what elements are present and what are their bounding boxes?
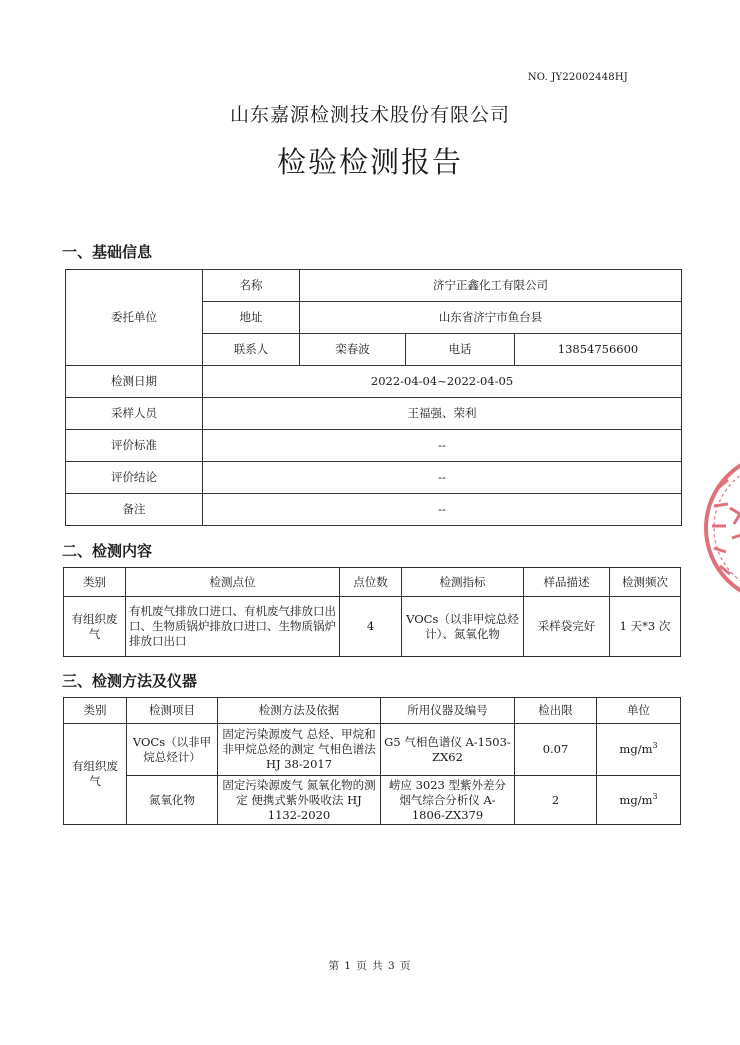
cell-unit: [597, 724, 681, 776]
cell-points: 有机废气排放口进口、有机废气排放口出口、生物质锅炉排放口进口、生物质锅炉排放口出口: [126, 597, 340, 657]
basic-info-table: [65, 269, 682, 526]
company-name: 山东嘉源检测技术股份有限公司: [229, 104, 510, 126]
report-number: NO. JY22002448HJ: [527, 72, 628, 83]
date-label: 检测日期: [66, 366, 203, 398]
sampler-value: 王福强、荣利: [203, 398, 682, 430]
address-label: 地址: [203, 302, 300, 334]
cell-item: 氮氧化物: [127, 776, 218, 825]
header-item: 检测项目: [127, 698, 218, 724]
cell-instrument: 崂应 3023 型紫外差分烟气综合分析仪 A-1806-ZX379: [381, 776, 515, 825]
sampler-label: 采样人员: [66, 398, 203, 430]
conclusion-value: --: [203, 462, 682, 494]
client-label: 委托单位: [66, 270, 203, 366]
cell-instrument: G5 气相色谱仪 A-1503-ZX62: [381, 724, 515, 776]
contact-value: 栾春波: [300, 334, 406, 366]
table-row: [64, 724, 681, 776]
header-instrument: 所用仪器及编号: [381, 698, 515, 724]
cell-category: 有组织废气: [64, 597, 126, 657]
conclusion-label: 评价结论: [66, 462, 203, 494]
standard-label: 评价标准: [66, 430, 203, 462]
table-header-row: [64, 568, 681, 597]
table-row: [64, 776, 681, 825]
header-limit: 检出限: [515, 698, 597, 724]
official-seal-icon: [700, 448, 740, 608]
remark-value: --: [203, 494, 682, 526]
unit-base: mg/m: [619, 792, 653, 807]
cell-frequency: 1 天*3 次: [610, 597, 681, 657]
name-label: 名称: [203, 270, 300, 302]
table-row: [66, 462, 682, 494]
unit-base: mg/m: [619, 742, 653, 756]
date-value: 2022-04-04~2022-04-05: [203, 366, 682, 398]
method-table: [63, 697, 681, 825]
table-row: [66, 366, 682, 398]
header-count: 点位数: [340, 568, 402, 597]
phone-value: 13854756600: [515, 334, 682, 366]
cell-method: 固定污染源废气 氮氧化物的测定 便携式紫外吸收法 HJ 1132-2020: [218, 776, 381, 825]
table-row: [64, 597, 681, 657]
cell-limit: 0.07: [515, 724, 597, 776]
report-title: 检验检测报告: [276, 145, 463, 179]
section1-heading: 一、基础信息: [62, 243, 153, 261]
seal-outer-ring: [706, 454, 740, 602]
standard-value: --: [203, 430, 682, 462]
header-category: 类别: [64, 568, 126, 597]
header-method: 检测方法及依据: [218, 698, 381, 724]
table-row: [66, 398, 682, 430]
table-row: [66, 430, 682, 462]
unit-exponent: 3: [652, 791, 658, 801]
header-unit: 单位: [597, 698, 681, 724]
header-category: 类别: [64, 698, 127, 724]
unit-exponent: 3: [652, 741, 658, 751]
section2-heading: 二、检测内容: [62, 542, 153, 560]
header-frequency: 检测频次: [610, 568, 681, 597]
table-row: [66, 270, 682, 302]
cell-unit: [597, 776, 681, 825]
cell-category: 有组织废气: [64, 724, 127, 825]
cell-limit: 2: [515, 776, 597, 825]
header-indicators: 检测指标: [402, 568, 524, 597]
cell-method: 固定污染源废气 总烃、甲烷和非甲烷总烃的测定 气相色谱法 HJ 38-2017: [218, 724, 381, 776]
header-sample: 样品描述: [524, 568, 610, 597]
name-value: 济宁正鑫化工有限公司: [300, 270, 682, 302]
header-points: 检测点位: [126, 568, 340, 597]
cell-item: VOCs（以非甲烷总烃计）: [127, 724, 218, 776]
table-row: [66, 494, 682, 526]
table-header-row: [64, 698, 681, 724]
cell-count: 4: [340, 597, 402, 657]
test-content-table: [63, 567, 681, 657]
phone-label: 电话: [406, 334, 515, 366]
page-indicator: 第 1 页 共 3 页: [328, 960, 412, 972]
cell-indicators: VOCs（以非甲烷总烃计）、氮氧化物: [402, 597, 524, 657]
contact-label: 联系人: [203, 334, 300, 366]
address-value: 山东省济宁市鱼台县: [300, 302, 682, 334]
section3-heading: 三、检测方法及仪器: [62, 672, 198, 690]
remark-label: 备注: [66, 494, 203, 526]
cell-sample: 采样袋完好: [524, 597, 610, 657]
